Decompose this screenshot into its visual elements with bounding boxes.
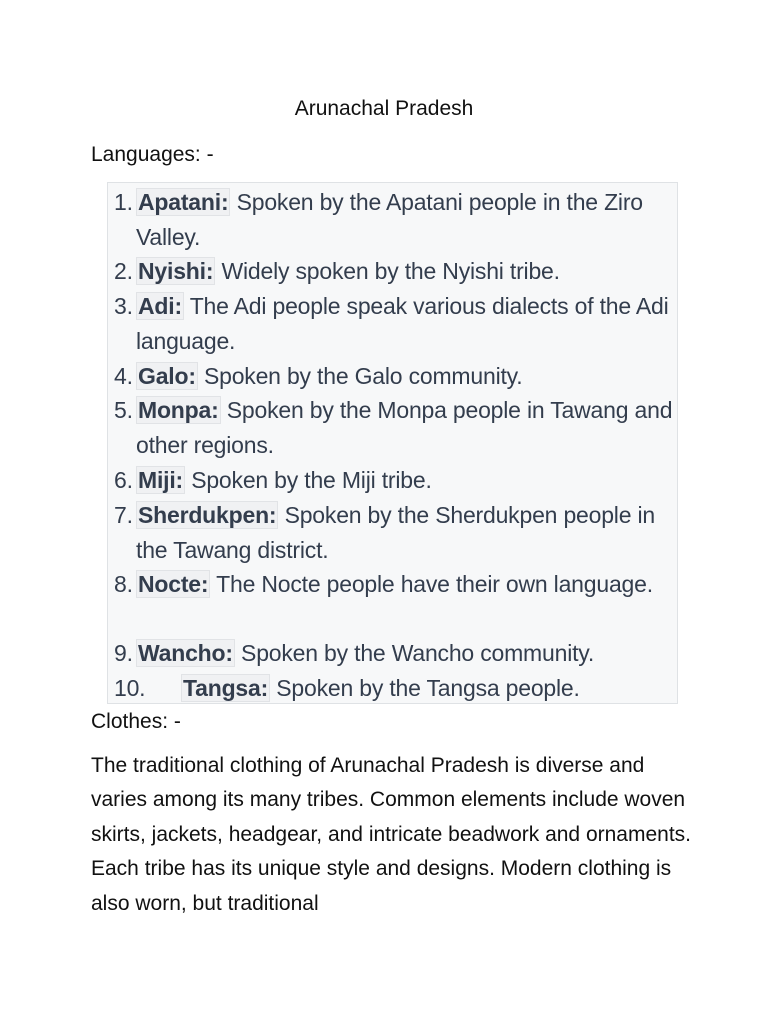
list-number: 2.: [114, 258, 133, 284]
list-number: 4.: [114, 363, 133, 389]
language-description: Spoken by the Sherdukpen people in the Tawang district.: [136, 502, 655, 563]
language-term: Wancho:: [138, 640, 233, 666]
language-term: Apatani:: [138, 189, 229, 215]
language-term: Nocte:: [138, 571, 209, 597]
language-description: Spoken by the Apatani people in the Ziro Valley.: [136, 189, 643, 250]
list-number: 6.: [114, 467, 133, 493]
language-term: Adi:: [138, 293, 182, 319]
list-number: 3.: [114, 293, 133, 319]
language-term: Sherdukpen:: [138, 502, 277, 528]
language-item-text: [136, 185, 677, 255]
language-item-text: [136, 498, 677, 568]
language-description: Spoken by the Tangsa people.: [270, 675, 580, 701]
clothes-heading: Clothes: -: [91, 710, 181, 733]
language-description: The Adi people speak various dialects of the Adi language.: [136, 293, 669, 354]
language-item-text: [136, 359, 677, 394]
language-item-text: [136, 463, 677, 498]
language-item-text: [181, 671, 677, 706]
language-item-text: [136, 289, 677, 359]
language-term: Galo:: [138, 363, 196, 389]
language-term: Monpa:: [138, 397, 219, 423]
language-description: Spoken by the Wancho community.: [234, 640, 595, 666]
list-number: 10.: [114, 675, 146, 701]
language-term: Nyishi:: [138, 258, 214, 284]
language-item-text: [136, 636, 677, 671]
language-item-text: [136, 254, 677, 289]
language-description: The Nocte people have their own language.: [210, 571, 653, 597]
list-number: 1.: [114, 189, 133, 215]
list-number: 8.: [114, 571, 133, 597]
language-description: Widely spoken by the Nyishi tribe.: [215, 258, 560, 284]
languages-list-box: [107, 182, 678, 704]
language-item-text: [136, 567, 677, 602]
languages-heading: Languages: -: [91, 143, 214, 166]
language-description: Spoken by the Monpa people in Tawang and other regions.: [136, 397, 673, 458]
list-number: 9.: [114, 640, 133, 666]
language-description: Spoken by the Galo community.: [197, 363, 523, 389]
list-number: 7.: [114, 502, 133, 528]
language-item-text: [136, 393, 677, 463]
list-number: 5.: [114, 397, 133, 423]
document-title: Arunachal Pradesh: [294, 97, 474, 120]
language-description: Spoken by the Miji tribe.: [185, 467, 432, 493]
clothes-paragraph: The traditional clothing of Arunachal Pradesh is diverse and varies among its many tribes. Common elements include woven skirts, jackets, headgear, and intricate beadwork and ornaments. Each tribe has its unique style and designs. Modern clothing is also worn, but traditional: [91, 754, 691, 915]
language-term: Miji:: [138, 467, 183, 493]
language-term: Tangsa:: [183, 675, 269, 701]
